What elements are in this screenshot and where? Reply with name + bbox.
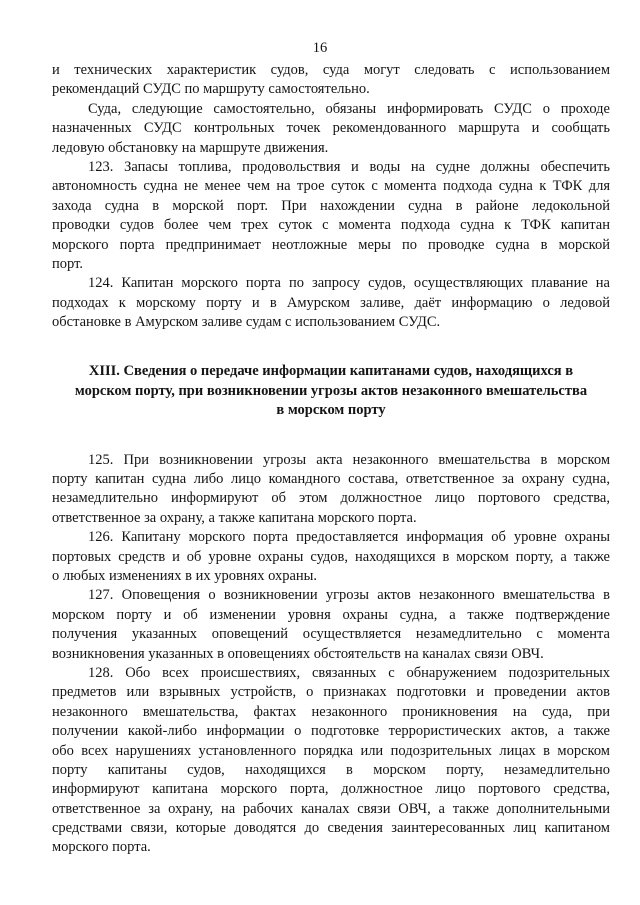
text-line: морского порта. <box>52 839 151 856</box>
text-line: порт. <box>52 255 83 272</box>
text-line: получении какой-либо информации о подготовке террористических актов, а также <box>52 723 610 740</box>
section-heading <box>52 362 610 420</box>
section-heading-line: в морском порту <box>276 402 386 419</box>
text-line: о любых изменениях в их уровнях охраны. <box>52 567 318 584</box>
section-heading-line: морском порту, при возникновении угрозы актов незаконного вмешательства <box>74 382 588 399</box>
paragraph <box>52 61 610 100</box>
text-line: Суда, следующие самостоятельно, обязаны информировать СУДС о проходе <box>88 100 610 117</box>
text-line: возникновения указанных в оповещениях обстоятельств на каналах связи ОВЧ. <box>52 645 544 662</box>
text-line: автономность судна не менее чем на трое суток с момента подхода судна к ТФК для <box>52 178 610 195</box>
text-line: рекомендаций СУДС по маршруту самостоятельно. <box>52 81 370 98</box>
text-line: 126. Капитану морского порта предоставляется информация об уровне охраны <box>88 529 610 546</box>
text-line: захода судна в морской порт. При нахождении судна в районе ледокольной <box>52 197 610 214</box>
text-line: информируют капитана морского порта, должностное лицо портового средства, <box>52 781 610 798</box>
page-number: 16 <box>312 40 328 56</box>
text-line: порту капитаны судов, находящихся в морском порту, незамедлительно <box>52 761 610 778</box>
text-line: 128. Обо всех происшествиях, связанных с обнаружением подозрительных <box>88 664 610 681</box>
text-line: ответственное за охрану, на рабочих каналах связи ОВЧ, а также дополнительными <box>52 800 610 817</box>
text-line: 124. Капитан морского порта по запросу судов, осуществляющих плавание на <box>88 275 610 292</box>
paragraph <box>52 664 610 858</box>
paragraphs-after-section <box>52 451 610 858</box>
text-line: ледовую обстановку на маршруте движения. <box>52 139 329 156</box>
text-line: морского порта предпринимает неотложные меры по проводке судна в морской <box>52 236 610 253</box>
text-line: ответственное за охрану, а также капитана морского порта. <box>52 509 417 526</box>
text-line: морском порту и об изменении уровня охраны судна, а также подтверждение <box>52 606 610 623</box>
text-line: средствами связи, которые доводятся до сведения заинтересованных лиц капитаном <box>52 820 610 837</box>
text-line: 125. При возникновении угрозы акта незаконного вмешательства в морском <box>88 451 610 468</box>
text-line: и технических характеристик судов, суда могут следовать с использованием <box>52 62 610 78</box>
text-line: проводки судов более чем трех суток с момента подхода судна к ТФК капитан <box>52 217 610 234</box>
text-line: 127. Оповещения о возникновении угрозы актов незаконного вмешательства в <box>88 587 610 604</box>
paragraph <box>52 100 610 158</box>
text-line: незамедлительно информируют об этом должностное лицо портового средства, <box>52 490 610 507</box>
section-heading-line: XIII. Сведения о передаче информации капитанами судов, находящихся в <box>88 363 574 380</box>
text-line: обстановке в Амурском заливе судам с использованием СУДС. <box>52 314 441 331</box>
paragraphs-before-section <box>52 61 610 332</box>
paragraph <box>52 158 610 274</box>
text-line: предметов или взрывных устройств, о признаках подготовки и проведении актов <box>52 684 610 701</box>
paragraph <box>52 586 610 664</box>
paragraph <box>52 451 610 529</box>
text-line: 123. Запасы топлива, продовольствия и воды на судне должны обеспечить <box>88 158 610 175</box>
paragraph <box>52 528 610 586</box>
text-line: обо всех нарушениях установленного порядка или подозрительных лицах в морском <box>52 742 610 759</box>
text-line: портовых средств и об уровне охраны судов, находящихся в морском порту, а также <box>52 548 610 565</box>
paragraph <box>52 274 610 332</box>
document-body <box>52 61 610 858</box>
text-line: подходах к морскому порту и в Амурском заливе, даёт информацию о ледовой <box>52 294 610 311</box>
text-line: получения указанных оповещений осуществляется незамедлительно с момента <box>52 626 610 643</box>
text-line: назначенных СУДС контрольных точек рекомендованного маршрута и сообщать <box>52 120 610 137</box>
text-line: порту капитан судна либо лицо командного состава, ответственное за охрану судна, <box>52 471 610 488</box>
text-line: незаконного вмешательства, фактах незаконного проникновения на суда, при <box>52 703 610 720</box>
